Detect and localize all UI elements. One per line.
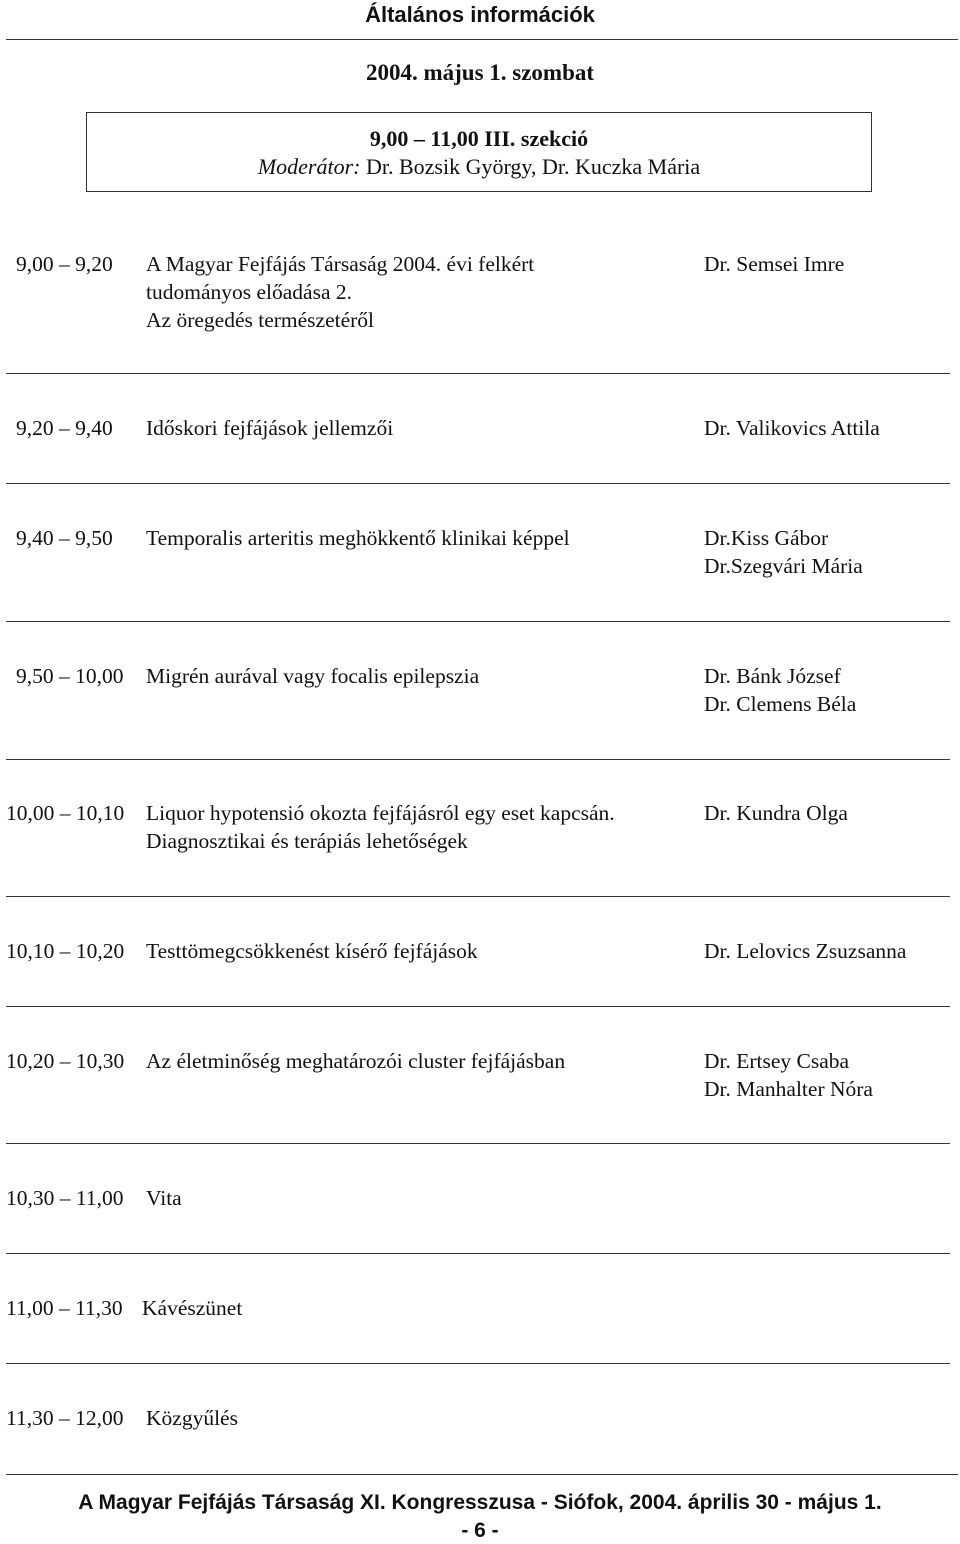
talk-title: Az életminőség meghatározói cluster fejfájásban bbox=[146, 1049, 566, 1073]
talk-speakers bbox=[704, 250, 954, 278]
speaker-name: Dr. Ertsey Csaba bbox=[704, 1049, 850, 1073]
talk-title-line: A Magyar Fejfájás Társaság 2004. évi felkért tudományos előadása 2. bbox=[146, 252, 535, 304]
page-number: - 6 - bbox=[461, 1519, 499, 1542]
speaker-name: Dr. Kundra Olga bbox=[704, 801, 848, 825]
speaker-name: Dr.Szegvári Mária bbox=[704, 554, 863, 578]
talk-time: 10,30 – 11,00 bbox=[6, 1186, 124, 1210]
talk-title: Időskori fejfájások jellemzői bbox=[146, 416, 394, 440]
session-box bbox=[86, 112, 872, 192]
talk-title: Migrén aurával vagy focalis epilepszia bbox=[146, 664, 480, 688]
footer-divider bbox=[6, 1474, 958, 1475]
talk-title: Testtömegcsökkenést kísérő fejfájások bbox=[146, 939, 478, 963]
talk-speakers bbox=[704, 937, 954, 965]
row-divider bbox=[6, 896, 950, 897]
talk-speakers bbox=[704, 662, 954, 718]
talk-title bbox=[146, 250, 616, 334]
session-time-title: 9,00 – 11,00 III. szekció bbox=[369, 126, 589, 151]
row-divider bbox=[6, 1363, 950, 1364]
talk-title: Kávészünet bbox=[142, 1296, 243, 1320]
moderator-line bbox=[87, 153, 871, 181]
talk-speakers bbox=[704, 414, 954, 442]
talk-speakers bbox=[704, 799, 954, 827]
talk-time: 11,00 – 11,30 bbox=[6, 1296, 123, 1320]
talk-speakers bbox=[704, 1047, 954, 1103]
talk-title bbox=[146, 799, 691, 855]
talk-title: Temporalis arteritis meghökkentő klinikai képpel bbox=[146, 526, 570, 550]
footer-conference-title: A Magyar Fejfájás Társaság XI. Kongresszusa - Siófok, 2004. április 30 - május 1. bbox=[78, 1491, 882, 1514]
row-divider bbox=[6, 373, 950, 374]
moderator-names: Dr. Bozsik György, Dr. Kuczka Mária bbox=[360, 154, 701, 179]
talk-title-line: Liquor hypotensió okozta fejfájásról egy eset kapcsán. bbox=[146, 801, 615, 825]
talk-title-line: Az öregedés természetéről bbox=[146, 308, 375, 332]
speaker-name: Dr. Valikovics Attila bbox=[704, 416, 880, 440]
speaker-name: Dr. Bánk József bbox=[704, 664, 841, 688]
row-divider bbox=[6, 759, 950, 760]
row-divider bbox=[6, 621, 950, 622]
speaker-name: Dr. Manhalter Nóra bbox=[704, 1077, 873, 1101]
row-divider bbox=[6, 1143, 950, 1144]
page-header-title: Általános információk bbox=[365, 2, 595, 27]
row-divider bbox=[6, 1006, 950, 1007]
row-divider bbox=[6, 483, 950, 484]
talk-time: 9,00 – 9,20 bbox=[16, 252, 113, 276]
speaker-name: Dr. Clemens Béla bbox=[704, 692, 857, 716]
talk-time: 10,20 – 10,30 bbox=[6, 1049, 125, 1073]
talk-time: 9,20 – 9,40 bbox=[16, 416, 113, 440]
talk-time: 9,40 – 9,50 bbox=[16, 526, 113, 550]
talk-time: 9,50 – 10,00 bbox=[16, 664, 124, 688]
talk-title: Közgyűlés bbox=[146, 1406, 238, 1430]
talk-time: 10,00 – 10,10 bbox=[6, 801, 125, 825]
talk-title-line: Diagnosztikai és terápiás lehetőségek bbox=[146, 829, 468, 853]
talk-speakers bbox=[704, 524, 954, 580]
moderator-label: Moderátor: bbox=[257, 154, 361, 179]
talk-title: Vita bbox=[146, 1186, 182, 1210]
row-divider bbox=[6, 1253, 950, 1254]
speaker-name: Dr.Kiss Gábor bbox=[704, 526, 829, 550]
speaker-name: Dr. Semsei Imre bbox=[704, 252, 845, 276]
speaker-name: Dr. Lelovics Zsuzsanna bbox=[704, 939, 907, 963]
talk-time: 10,10 – 10,20 bbox=[6, 939, 125, 963]
talk-time: 11,30 – 12,00 bbox=[6, 1406, 124, 1430]
header-divider bbox=[6, 39, 958, 40]
date-heading: 2004. május 1. szombat bbox=[365, 60, 595, 85]
